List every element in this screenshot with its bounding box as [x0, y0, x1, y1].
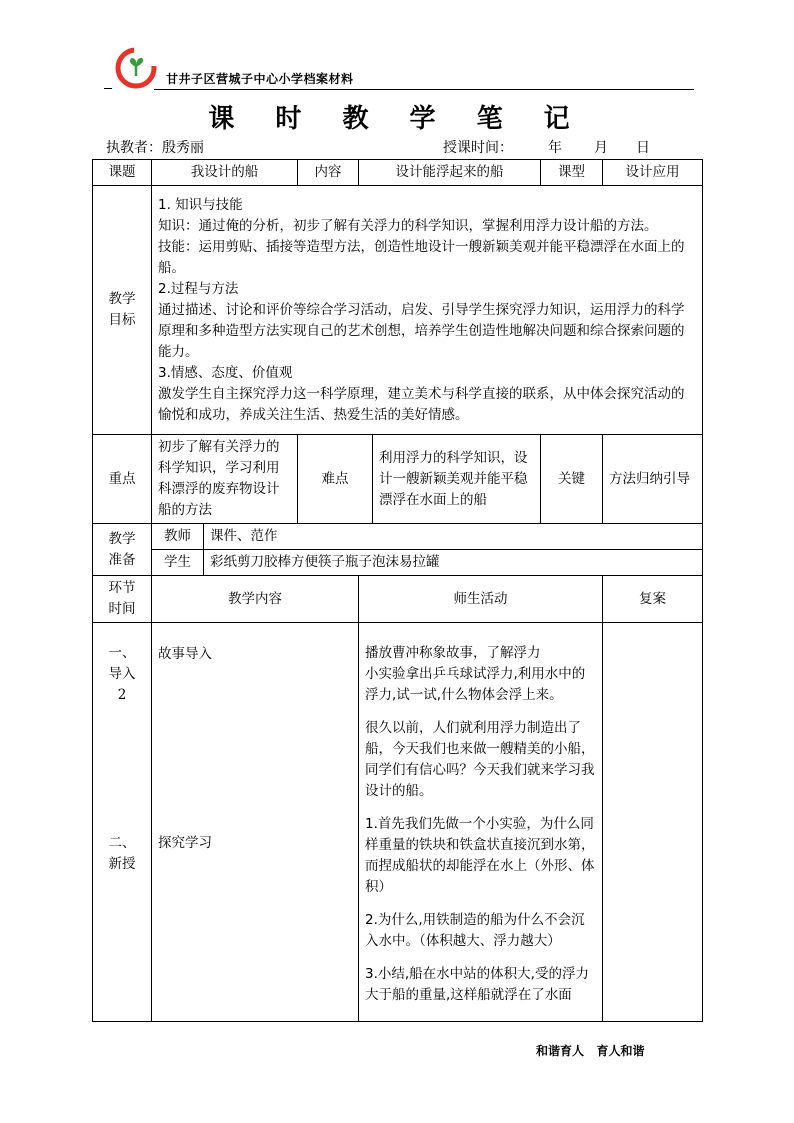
content-explore: 探究学习: [158, 835, 212, 851]
stage-new-number: 二、: [108, 835, 136, 851]
row-prep-student: [93, 550, 703, 576]
stage-header-text: 环节时间: [108, 580, 136, 617]
objective-line: 知识：通过俺的分析，初步了解有关浮力的科学知识，掌握利用浮力设计船的方法。: [158, 217, 658, 234]
activity-para: 很久以前，人们就利用浮力制造出了船，今天我们也来做一艘精美的小船，同学们有信心吗？今天我们就来学习我设计的船。: [365, 720, 595, 799]
objective-line: 激发学生自主探究浮力这一科学原理，建立美术与科学直接的联系，从中体会探究活动的愉悦和成功，养成关注生活、热爱生活的美好情感。: [158, 385, 685, 423]
stage-intro-time: 2: [117, 687, 127, 703]
objective-line: 3.情感、态度、价值观: [158, 364, 293, 381]
activity-para: 2.为什么,用铁制造的船为什么不会沉入水中。（体积越大、浮力越大）: [365, 912, 585, 949]
row-keypoints: [93, 435, 703, 524]
review-cell: [603, 623, 703, 1022]
activity-header: 师生活动: [359, 576, 603, 623]
page-header: [104, 46, 694, 92]
review-header: 复案: [603, 576, 703, 623]
stage-new: [93, 833, 151, 875]
key-value: 方法归纳引导: [603, 435, 703, 524]
header-dash: [104, 88, 112, 89]
row-topic: [93, 160, 703, 186]
stage-intro-number: 一、: [108, 645, 136, 661]
objective-line: 通过描述、讨论和评价等综合学习活动，启发、引导学生探究浮力知识，运用浮力的科学原理和多种造型方法实现自己的艺术创想，培养学生创造性地解决问题和综合探索问题的能力。: [158, 301, 685, 360]
row-process-body: [93, 623, 703, 1022]
prep-label: [93, 524, 152, 576]
objective-line: 1. 知识与技能: [158, 196, 243, 213]
type-value: 设计应用: [603, 160, 703, 186]
content-label: 内容: [298, 160, 359, 186]
row-process-header: [93, 576, 703, 623]
topic-label: 课题: [93, 160, 152, 186]
activity-cell: [359, 623, 603, 1022]
school-logo-icon: [112, 46, 160, 90]
prep-teacher-label: 教师: [152, 524, 204, 550]
school-name: 甘井子区营城子中心小学档案材料: [166, 72, 354, 86]
type-label: 课型: [541, 160, 603, 186]
stage-cell: [93, 623, 152, 1022]
prep-student-items: 彩纸剪刀胶棒方便筷子瓶子泡沫易拉罐: [204, 550, 703, 576]
content-header: 教学内容: [152, 576, 359, 623]
teacher-name: 殷秀丽: [162, 140, 204, 156]
time-month: 月: [594, 140, 608, 156]
stage-new-name: 新授: [108, 856, 136, 872]
prep-label-text: 教学准备: [108, 530, 136, 568]
prep-student-label: 学生: [152, 550, 204, 576]
stage-intro-name: 导入: [108, 666, 136, 682]
objective-line: 2.过程与方法: [158, 280, 239, 297]
header-rule: [154, 89, 694, 90]
teacher-label: 执教者：: [106, 140, 162, 156]
lesson-table: [92, 159, 703, 1022]
row-objectives: [93, 186, 703, 435]
time-year: 年: [548, 140, 562, 156]
content-cell: [152, 623, 359, 1022]
activity-para: 播放曹冲称象故事，了解浮力 小实验拿出乒乓球试浮力,利用水中的浮力,试一试,什么物体会浮上来。: [365, 645, 586, 703]
stage-intro: [93, 643, 151, 706]
focus-value: 初步了解有关浮力的科学知识，学习利用科漂浮的废弃物设计船的方法: [152, 435, 298, 524]
focus-label: 重点: [93, 435, 152, 524]
footer-motto: 和谐育人 育人和谐: [536, 1044, 645, 1058]
difficulty-label: 难点: [298, 435, 373, 524]
time-day: 日: [636, 140, 650, 156]
activity-para: 3.小结,船在水中站的体积大,受的浮力大于船的重量,这样船就浮在了水面: [365, 966, 589, 1003]
activity-para: 1.首先我们先做一个小实验，为什么同样重量的铁块和铁盒状直接沉到水第，而捏成船状的却能浮在水上（外形、体积）: [365, 816, 595, 895]
topic-value: 我设计的船: [152, 160, 298, 186]
objective-line: 技能：运用剪贴、插接等造型方法，创造性地设计一艘新颖美观并能平稳漂浮在水面上的船。: [158, 238, 685, 276]
content-value: 设计能浮起来的船: [359, 160, 541, 186]
prep-teacher-items: 课件、范作: [204, 524, 703, 550]
objectives-content: [152, 186, 703, 435]
content-intro: 故事导入: [158, 646, 212, 662]
time-label: 授课时间：: [443, 140, 513, 156]
objectives-label-text: 教学目标: [108, 291, 136, 328]
teacher-line: [106, 137, 204, 157]
key-label: 关键: [541, 435, 603, 524]
row-prep-teacher: [93, 524, 703, 550]
stage-header: [93, 576, 152, 623]
objectives-label: [93, 186, 152, 435]
difficulty-value: 利用浮力的科学知识，设计一艘新颖美观并能平稳漂浮在水面上的船: [373, 435, 541, 524]
page-title: 课 时 教 学 笔 记: [208, 104, 586, 134]
